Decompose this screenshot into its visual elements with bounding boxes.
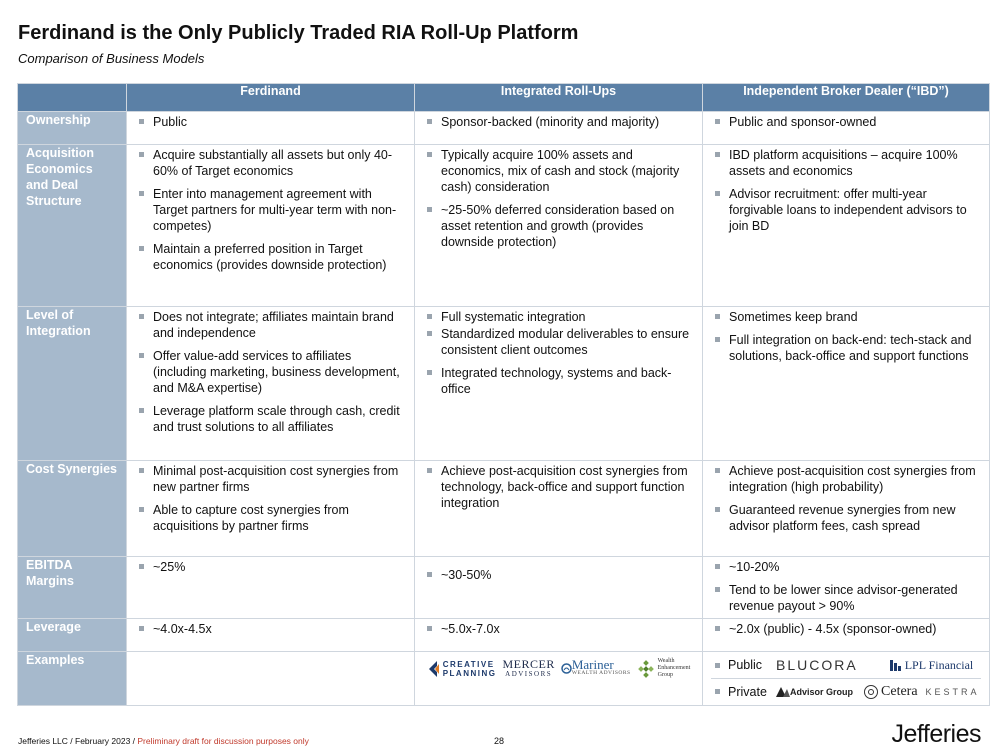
- cell-examples-rollups: [415, 652, 703, 706]
- cell-examples-ferdinand: [127, 652, 415, 706]
- mariner-logo-icon: [561, 663, 572, 674]
- list-item: IBD platform acquisitions – acquire 100% assets and economics: [711, 147, 981, 179]
- cell-integration-ibd: [703, 307, 990, 461]
- cell-acquisition-ferdinand: [127, 145, 415, 307]
- cell-synergies-ferdinand: [127, 461, 415, 557]
- list-item: Public: [135, 114, 406, 130]
- table-row-acquisition: [18, 145, 990, 307]
- table-row-ownership: [18, 112, 990, 145]
- cell-integration-ferdinand: [127, 307, 415, 461]
- footer-left: Jefferies LLC / February 2023 /: [18, 736, 138, 746]
- ibd-private-label: Private: [728, 684, 767, 699]
- wealth-enhancement-logo: [637, 658, 691, 679]
- advisor-group-logo: [776, 684, 853, 700]
- table-row-synergies: [18, 461, 990, 557]
- cell-leverage-ferdinand: [127, 619, 415, 652]
- list-item: Tend to be lower since advisor-generated revenue payout > 90%: [711, 582, 981, 614]
- column-header-ferdinand: Ferdinand: [127, 84, 415, 112]
- creative-planning-line-1: CREATIVE: [442, 659, 495, 669]
- cell-ebitda-ferdinand: [127, 557, 415, 619]
- cell-integration-rollups: [415, 307, 703, 461]
- cell-leverage-ibd: [703, 619, 990, 652]
- ibd-public-row: [711, 652, 981, 678]
- list-item: ~5.0x-7.0x: [423, 621, 694, 637]
- footer-draft-notice: Preliminary draft for discussion purposes only: [137, 736, 309, 746]
- cell-ownership-ferdinand: [127, 112, 415, 145]
- cell-ebitda-ibd: [703, 557, 990, 619]
- list-item: Does not integrate; affiliates maintain brand and independence: [135, 309, 406, 341]
- cell-acquisition-ibd: [703, 145, 990, 307]
- cell-ownership-ibd: [703, 112, 990, 145]
- table-row-ebitda: [18, 557, 990, 619]
- cetera-text: Cetera: [881, 683, 918, 699]
- cell-leverage-rollups: [415, 619, 703, 652]
- list-item: Acquire substantially all assets but only 40-60% of Target economics: [135, 147, 406, 179]
- wealth-enhancement-logo-icon: [637, 660, 655, 678]
- page-title: Ferdinand is the Only Publicly Traded RIA Roll-Up Platform: [18, 22, 579, 44]
- cetera-logo-icon: [863, 684, 879, 700]
- row-label-leverage: Leverage: [18, 619, 127, 652]
- page-number: 28: [494, 736, 505, 746]
- table-header-row: [18, 84, 990, 112]
- creative-planning-logo-icon: [427, 660, 443, 678]
- kestra-text: KESTRA: [925, 686, 980, 697]
- blucora-text: BLUCORA: [776, 657, 858, 673]
- list-item: Offer value-add services to affiliates (including marketing, business development, and M&A expertise): [135, 348, 406, 396]
- row-label-ownership: Ownership: [18, 112, 127, 145]
- bullet-icon: [715, 663, 720, 668]
- cetera-logo: [863, 684, 918, 700]
- list-item: Typically acquire 100% assets and economics, mix of cash and stock (majority cash) consideration: [423, 147, 694, 195]
- table-row-integration: [18, 307, 990, 461]
- lpl-logo-icon: [890, 660, 902, 671]
- list-item: Sometimes keep brand: [711, 309, 981, 325]
- mercer-line-1: MERCER: [502, 656, 555, 671]
- list-item: Minimal post-acquisition cost synergies from new partner firms: [135, 463, 406, 495]
- comparison-table: [17, 83, 990, 706]
- blucora-logo: [776, 657, 858, 673]
- list-item: Full systematic integration: [423, 309, 694, 325]
- mercer-advisors-logo: [502, 656, 555, 679]
- ibd-public-label: Public: [728, 658, 763, 672]
- cell-synergies-ibd: [703, 461, 990, 557]
- header-corner: [18, 84, 127, 112]
- list-item: Integrated technology, systems and back-office: [423, 365, 694, 397]
- list-item: Able to capture cost synergies from acquisitions by partner firms: [135, 502, 406, 534]
- rollup-logos: [415, 652, 702, 679]
- row-label-acquisition: Acquisition Economics and Deal Structure: [18, 145, 127, 307]
- list-item: Leverage platform scale through cash, credit and trust solutions to all affiliates: [135, 403, 406, 435]
- list-item: Achieve post-acquisition cost synergies from integration (high probability): [711, 463, 981, 495]
- list-item: ~4.0x-4.5x: [135, 621, 406, 637]
- cell-acquisition-rollups: [415, 145, 703, 307]
- wealth-line-1: Wealth: [657, 658, 675, 664]
- mariner-line-1: Mariner: [571, 656, 614, 672]
- row-label-synergies: Cost Synergies: [18, 461, 127, 557]
- lpl-text: LPL Financial: [904, 658, 974, 672]
- list-item: Guaranteed revenue synergies from new advisor platform fees, cash spread: [711, 502, 981, 534]
- lpl-financial-logo: [890, 657, 974, 673]
- row-label-ebitda: EBITDA Margins: [18, 557, 127, 619]
- mariner-logo: [561, 656, 631, 678]
- row-label-integration: Level of Integration: [18, 307, 127, 461]
- list-item: Advisor recruitment: offer multi-year forgivable loans to independent advisors to join BD: [711, 186, 981, 234]
- mercer-line-2: ADVISORS: [505, 669, 553, 678]
- creative-planning-logo: [427, 660, 497, 678]
- wealth-line-2: Enhancement: [657, 665, 691, 671]
- list-item: ~10-20%: [711, 559, 981, 575]
- wealth-line-3: Group: [657, 672, 673, 678]
- list-item: ~30-50%: [423, 567, 694, 583]
- list-item: Enter into management agreement with Target partners for multi-year term with non-competes): [135, 186, 406, 234]
- row-label-examples: Examples: [18, 652, 127, 706]
- list-item: Standardized modular deliverables to ensure consistent client outcomes: [423, 326, 694, 358]
- list-item: ~25%: [135, 559, 406, 575]
- page-subtitle: Comparison of Business Models: [18, 51, 205, 66]
- column-header-integrated-rollups: Integrated Roll-Ups: [415, 84, 703, 112]
- ibd-private-row: [711, 678, 981, 704]
- list-item: Public and sponsor-owned: [711, 114, 981, 130]
- column-header-ibd: Independent Broker Dealer (“IBD”): [703, 84, 990, 112]
- list-item: Full integration on back-end: tech-stack and solutions, back-office and support functions: [711, 332, 981, 364]
- advisor-group-text: Advisor Group: [790, 686, 854, 697]
- table-row-examples: [18, 652, 990, 706]
- advisor-group-logo-icon: [776, 687, 790, 697]
- mariner-line-2: WEALTH ADVISORS: [571, 669, 631, 676]
- cell-ownership-rollups: [415, 112, 703, 145]
- bullet-icon: [715, 689, 720, 694]
- list-item: Maintain a preferred position in Target economics (provides downside protection): [135, 241, 406, 273]
- table-row-leverage: [18, 619, 990, 652]
- list-item: ~2.0x (public) - 4.5x (sponsor-owned): [711, 621, 981, 637]
- cell-examples-ibd: [703, 652, 990, 706]
- list-item: Sponsor-backed (minority and majority): [423, 114, 694, 130]
- jefferies-logo: Jefferies: [891, 720, 981, 748]
- list-item: Achieve post-acquisition cost synergies from technology, back-office and support function integration: [423, 463, 694, 511]
- cell-ebitda-rollups: [415, 557, 703, 619]
- list-item: ~25-50% deferred consideration based on asset retention and growth (provides downside protection): [423, 202, 694, 250]
- creative-planning-line-2: PLANNING: [442, 668, 497, 678]
- footer-text: [18, 736, 309, 746]
- cell-synergies-rollups: [415, 461, 703, 557]
- kestra-logo: [926, 684, 980, 700]
